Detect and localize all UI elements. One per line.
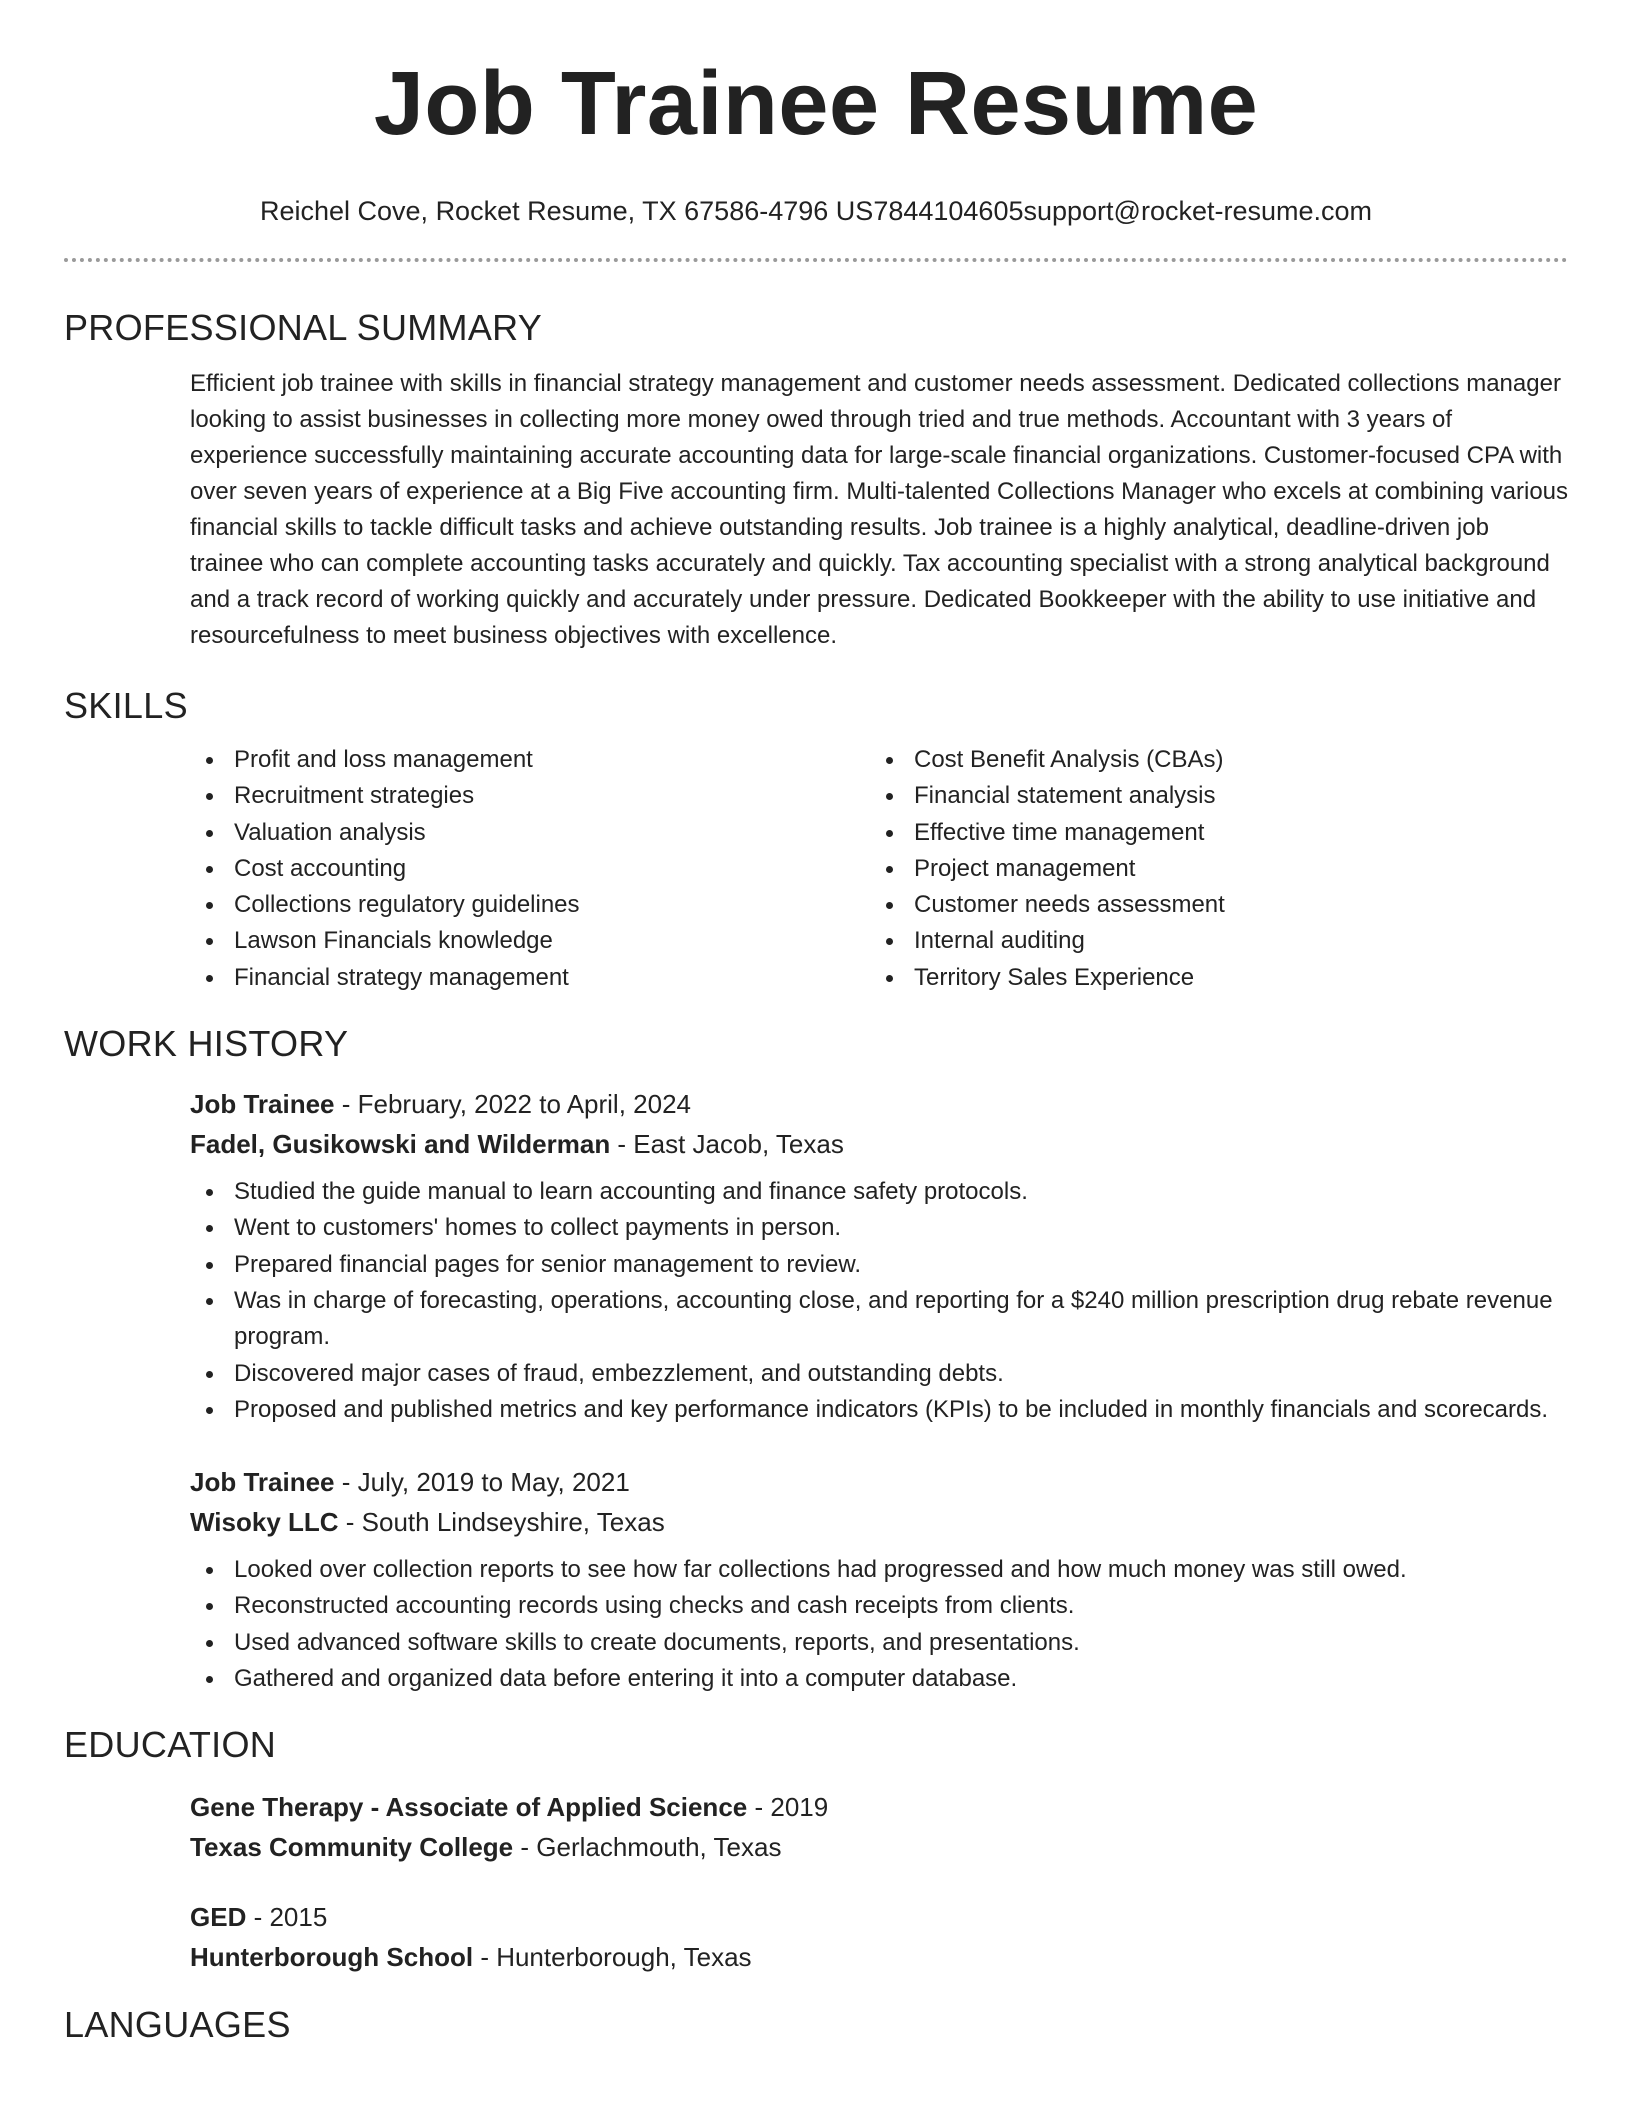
job-dates: - February, 2022 to April, 2024 (334, 1089, 691, 1120)
contact-address: Reichel Cove, Rocket Resume, TX 67586-4796 US (259, 196, 874, 226)
education-degree: Gene Therapy - Associate of Applied Science (190, 1792, 748, 1823)
job-location: - East Jacob, Texas (610, 1129, 844, 1160)
contact-email: support@rocket-resume.com (1023, 196, 1373, 226)
education-school-line (190, 1827, 1568, 1867)
education-year: - 2015 (246, 1902, 328, 1933)
section-heading-education: EDUCATION (64, 1724, 277, 1766)
job-title: Job Trainee (190, 1467, 335, 1498)
job-title: Job Trainee (190, 1089, 335, 1120)
job-bullet: Prepared financial pages for senior management to review. (190, 1247, 1568, 1283)
section-heading-work-history: WORK HISTORY (64, 1023, 349, 1065)
job-company: Wisoky LLC (190, 1507, 339, 1538)
job-bullet: Reconstructed accounting records using checks and cash receipts from clients. (190, 1588, 1568, 1624)
job-title-line (190, 1084, 1568, 1124)
skill-item: Recruitment strategies (190, 778, 870, 814)
job-company: Fadel, Gusikowski and Wilderman (190, 1129, 611, 1160)
job-bullet: Looked over collection reports to see how far collections had progressed and how much money was still owed. (190, 1552, 1568, 1588)
education-school: Texas Community College (190, 1832, 514, 1863)
skill-item: Territory Sales Experience (870, 960, 1550, 996)
skill-item: Internal auditing (870, 923, 1550, 959)
skill-item: Customer needs assessment (870, 887, 1550, 923)
job-dates: - July, 2019 to May, 2021 (334, 1467, 630, 1498)
skill-item: Lawson Financials knowledge (190, 923, 870, 959)
education-degree: GED (190, 1902, 247, 1933)
job-bullets (190, 1552, 1568, 1697)
education-entry (190, 1897, 1568, 1977)
job-bullet: Gathered and organized data before entering it into a computer database. (190, 1661, 1568, 1697)
skill-item: Cost accounting (190, 851, 870, 887)
education-year: - 2019 (747, 1792, 829, 1823)
skills-grid (190, 742, 1568, 996)
skill-item: Financial statement analysis (870, 778, 1550, 814)
job-title-line (190, 1462, 1568, 1502)
job-bullet: Studied the guide manual to learn accounting and finance safety protocols. (190, 1174, 1568, 1210)
skills-column-left (190, 742, 870, 996)
skill-item: Financial strategy management (190, 960, 870, 996)
skill-item: Profit and loss management (190, 742, 870, 778)
work-entry (190, 1462, 1568, 1697)
job-company-line (190, 1502, 1568, 1542)
job-bullet: Went to customers' homes to collect payments in person. (190, 1210, 1568, 1246)
education-degree-line (190, 1897, 1568, 1937)
contact-info (64, 194, 1568, 228)
skill-item: Effective time management (870, 815, 1550, 851)
work-entry (190, 1084, 1568, 1428)
job-location: - South Lindseyshire, Texas (338, 1507, 665, 1538)
skill-item: Project management (870, 851, 1550, 887)
education-school: Hunterborough School (190, 1942, 474, 1973)
resume-title: Job Trainee Resume (373, 54, 1259, 154)
job-bullet: Discovered major cases of fraud, embezzlement, and outstanding debts. (190, 1356, 1568, 1392)
education-entry (190, 1787, 1568, 1867)
skills-column-right (870, 742, 1550, 996)
education-location: - Gerlachmouth, Texas (513, 1832, 782, 1863)
skill-item: Collections regulatory guidelines (190, 887, 870, 923)
education-school-line (190, 1937, 1568, 1977)
contact-phone: 7844104605 (873, 196, 1024, 226)
section-heading-skills: SKILLS (64, 685, 188, 726)
skill-item: Cost Benefit Analysis (CBAs) (870, 742, 1550, 778)
header-divider (64, 258, 1568, 262)
job-bullet: Used advanced software skills to create documents, reports, and presentations. (190, 1625, 1568, 1661)
summary-text: Efficient job trainee with skills in financial strategy management and customer needs assessment. Dedicated collections manager looking to assist businesses in collecting more money owed through tried and true methods. Accountant with 3 years of experience successfully maintaining accurate accounting data for large-scale financial organizations. Customer-focused CPA with over seven years of experience at a Big Five accounting firm. Multi-talented Collections Manager who excels at combining various financial skills to tackle difficult tasks and achieve outstanding results. Job trainee is a highly analytical, deadline-driven job trainee who can complete accounting tasks accurately and quickly. Tax accounting specialist with a strong analytical background and a track record of working quickly and accurately under pressure. Dedicated Bookkeeper with the ability to use initiative and resourcefulness to meet business objectives with excellence. (190, 370, 1569, 649)
section-heading-languages: LANGUAGES (64, 2004, 291, 2046)
job-bullets (190, 1174, 1568, 1428)
education-location: - Hunterborough, Texas (473, 1942, 752, 1973)
job-bullet: Proposed and published metrics and key performance indicators (KPIs) to be included in monthly financials and scorecards. (190, 1392, 1568, 1428)
section-heading-summary: PROFESSIONAL SUMMARY (64, 307, 543, 348)
skill-item: Valuation analysis (190, 815, 870, 851)
education-degree-line (190, 1787, 1568, 1827)
job-bullet: Was in charge of forecasting, operations, accounting close, and reporting for a $240 million prescription drug rebate revenue program. (190, 1283, 1568, 1356)
resume-page (64, 0, 1568, 2047)
job-company-line (190, 1124, 1568, 1164)
